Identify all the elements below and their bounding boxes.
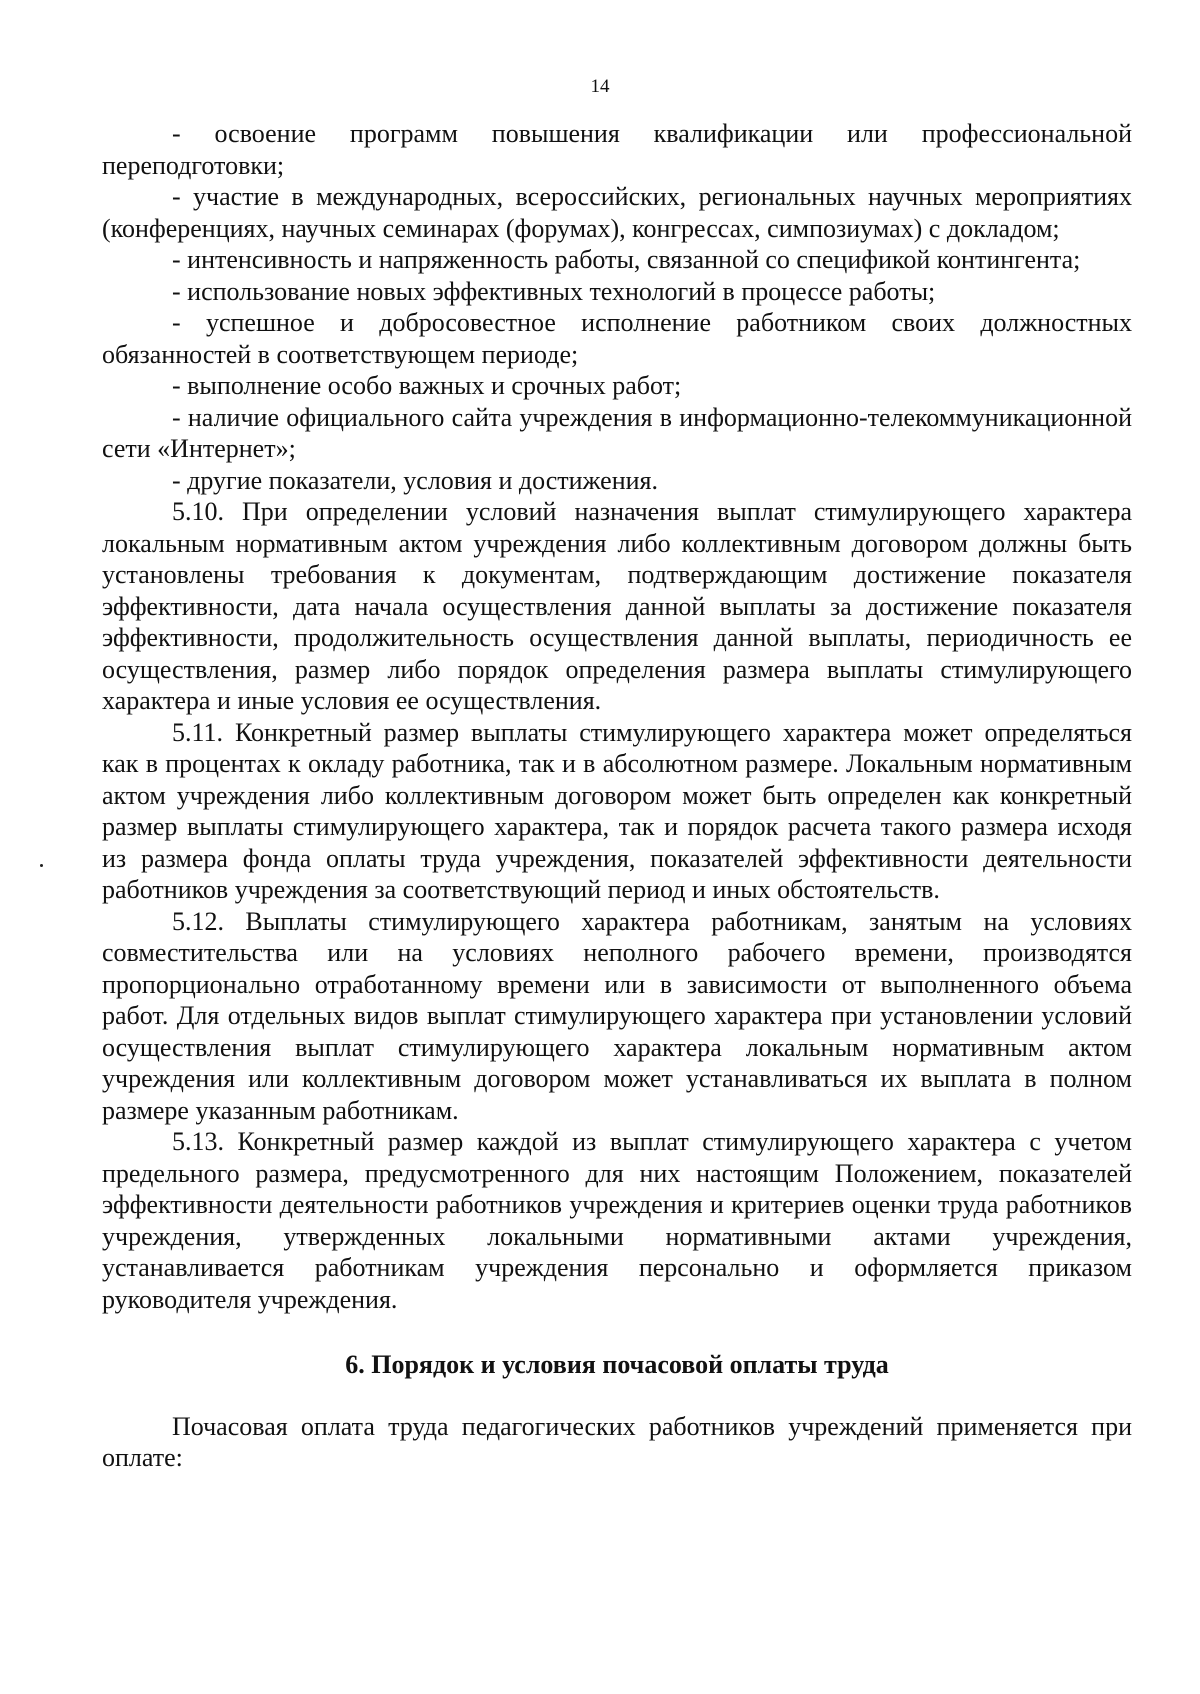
bullet-item: - успешное и добросовестное исполнение работником своих должностных обязанностей в соответствующем периоде; bbox=[102, 308, 1132, 369]
page-number: 14 bbox=[590, 76, 610, 97]
document-body bbox=[102, 118, 1132, 1474]
clause-5-11: 5.11. Конкретный размер выплаты стимулирующего характера может определяться как в процентах к окладу работника, так и в абсолютном размере. Локальным нормативным актом учреждения либо коллективным договором может быть определен как конкретный размер выплаты стимулирующего характера, так и порядок расчета такого размера исходя из размера фонда оплаты труда учреждения, показателей эффективности деятельности работников учреждения за соответствующий период и иных обстоятельств. bbox=[102, 717, 1132, 904]
scan-speck bbox=[40, 864, 43, 867]
bullet-item: - наличие официального сайта учреждения в информационно-телекоммуникационной сети «Интернет»; bbox=[102, 402, 1132, 463]
section-heading: 6. Порядок и условия почасовой оплаты труда bbox=[345, 1350, 889, 1379]
clause-5-13: 5.13. Конкретный размер каждой из выплат стимулирующего характера с учетом предельного размера, предусмотренного для них настоящим Положением, показателей эффективности деятельности работников учреждения и критериев оценки труда работников учреждения, утвержденных локальными нормативными актами учреждения, устанавливается работникам учреждения персонально и оформляется приказом руководителя учреждения. bbox=[102, 1127, 1132, 1314]
bullet-item: - другие показатели, условия и достижения. bbox=[172, 465, 659, 495]
bullet-item: - выполнение особо важных и срочных работ; bbox=[172, 371, 682, 400]
bullet-item: - освоение программ повышения квалификации или профессиональной переподготовки; bbox=[102, 119, 1132, 180]
clause-5-12: 5.12. Выплаты стимулирующего характера работникам, занятым на условиях совместительства или на условиях неполного рабочего времени, производятся пропорционально отработанному времени или в зависимости от выполненного объема работ. Для отдельных видов выплат стимулирующего характера при установлении условий осуществления выплат стимулирующего характера локальным нормативным актом учреждения или коллективным договором может устанавливаться их выплата в полном размере указанным работникам. bbox=[102, 906, 1132, 1125]
bullet-item: - интенсивность и напряженность работы, связанной со спецификой контингента; bbox=[172, 245, 1081, 274]
section-intro: Почасовая оплата труда педагогических работников учреждений применяется при оплате: bbox=[102, 1411, 1132, 1472]
clause-5-10: 5.10. При определении условий назначения выплат стимулирующего характера локальным нормативным актом учреждения либо коллективным договором должны быть установлены требования к документам, подтверждающим достижение показателя эффективности, дата начала осуществления данной выплаты за достижение показателя эффективности, продолжительность осуществления данной выплаты, периодичность ее осуществления, размер либо порядок определения размера выплаты стимулирующего характера и иные условия ее осуществления. bbox=[102, 497, 1132, 715]
bullet-item: - использование новых эффективных технологий в процессе работы; bbox=[172, 276, 936, 306]
bullet-item: - участие в международных, всероссийских, региональных научных мероприятиях (конференциях, научных семинарах (форумах), конгрессах, симпозиумах) с докладом; bbox=[102, 182, 1132, 243]
